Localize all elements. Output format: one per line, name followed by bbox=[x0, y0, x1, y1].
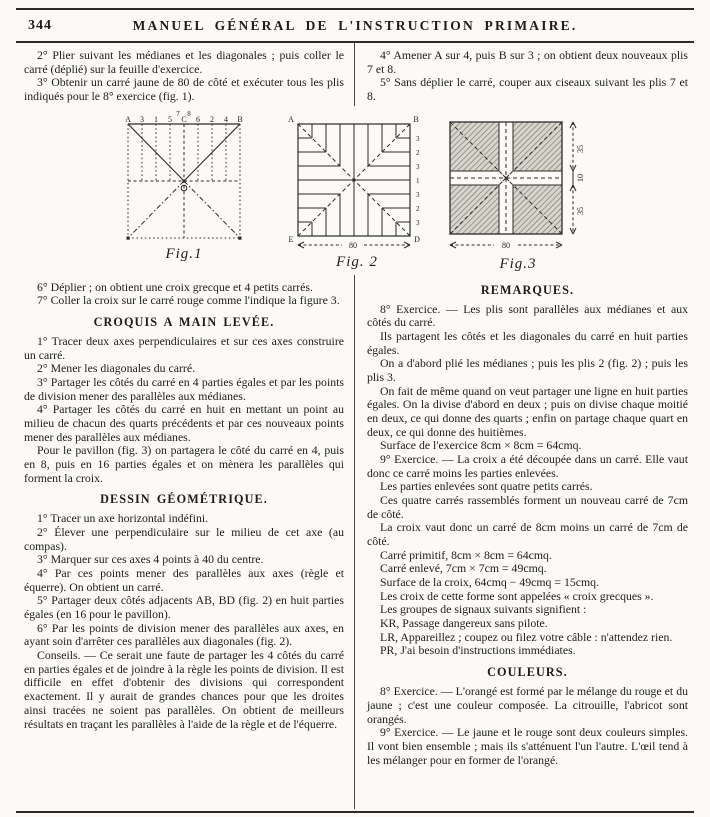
paragraph: Pour le pavillon (fig. 3) on partagera le côté du carré en 4, puis en 8, puis en 16 parties égales et on mènera les parallèles qui forment la croix. bbox=[24, 443, 344, 485]
fig2-caption: Fig. 2 bbox=[336, 253, 378, 270]
fig3-side-label-35-top: 35 bbox=[576, 144, 585, 153]
paragraph: On fait de même quand on veut partager une ligne en huit parties égales. On la divise d'abord en deux ; puis on divise chaque moitié en deux, ce qui donne des quarts ; enfin on partage chaque quart en deux, ce qui donne des huitièmes. bbox=[367, 383, 688, 439]
paragraph: 3° Partager les côtés du carré en 4 parties égales et par les points de division mener des parallèles aux médianes. bbox=[24, 375, 344, 403]
fig1-label-1: 1 bbox=[154, 114, 158, 124]
main-left-column bbox=[16, 275, 355, 809]
fig3-side-label-10: 10 bbox=[576, 173, 585, 182]
paragraph: Les parties enlevées sont quatre petits carrés. bbox=[380, 479, 593, 494]
main-right-column bbox=[355, 275, 694, 809]
paragraph: 6° Par les points de division mener des parallèles aux axes, en ayant soin d'arrêter ces parallèles aux diagonales (fig. 2). bbox=[24, 620, 344, 649]
fig2-tick: 3 bbox=[416, 190, 420, 199]
fig1-diagram bbox=[118, 110, 250, 244]
figure-2 bbox=[284, 112, 430, 271]
paragraph: 4° Amener A sur 4, puis B sur 3 ; on obtient deux nouveaux plis 7 et 8. bbox=[367, 48, 688, 76]
figure-1 bbox=[118, 110, 250, 263]
paragraph: 8° Exercice. — Les plis sont parallèles aux médianes et aux côtés du carré. bbox=[367, 301, 688, 330]
paragraph: 1° Tracer deux axes perpendiculaires et sur ces axes construire un carré. bbox=[24, 334, 344, 362]
section-heading-couleurs: COULEURS. bbox=[487, 665, 568, 680]
paragraph: Surface de la croix, 64cmq − 49cmq = 15cmq. bbox=[380, 575, 600, 590]
paragraph: 5° Partager deux côtés adjacents AB, BD (fig. 2) en huit parties égales (en 16 pour le pavillon). bbox=[24, 593, 344, 622]
main-columns bbox=[16, 275, 694, 809]
paragraph: 2° Plier suivant les médianes et les diagonales ; puis coller le carré (déplié) sur la feuille d'exercice. bbox=[24, 48, 344, 76]
paragraph: La croix vaut donc un carré de 8cm moins un carré de 7cm de côté. bbox=[367, 520, 688, 549]
intro-right-column bbox=[355, 43, 694, 106]
paragraph: 6° Déplier ; on obtient une croix grecque et 4 petits carrés. bbox=[37, 279, 313, 294]
paragraph: On a d'abord plié les médianes ; puis les plis 2 (fig. 2) ; puis les plis 3. bbox=[367, 356, 688, 385]
paragraph: 4° Par ces points mener des parallèles aux axes (règle et équerre). On obtient un carré. bbox=[24, 566, 344, 594]
journal-title: MANUEL GÉNÉRAL DE L'INSTRUCTION PRIMAIRE. bbox=[132, 18, 578, 33]
fig2-label-E: E bbox=[288, 234, 294, 244]
fig3-diagram bbox=[442, 112, 594, 254]
paragraph: Ils partagent les côtés et les diagonales du carré en huit parties égales. bbox=[367, 329, 688, 357]
paragraph: PR, J'ai besoin d'instructions immédiates. bbox=[380, 643, 576, 658]
paragraph: 1° Tracer un axe horizontal indéfini. bbox=[37, 511, 209, 526]
fig2-label-B: B bbox=[413, 114, 419, 124]
fig2-label-D: D bbox=[414, 234, 420, 244]
page-header bbox=[16, 8, 694, 43]
fig2-tick: 1 bbox=[416, 176, 420, 185]
fig1-caption: Fig.1 bbox=[165, 245, 203, 262]
paragraph: LR, Appareillez ; coupez ou filez votre câble : n'attendez rien. bbox=[380, 629, 673, 644]
fig1-label-5: 5 bbox=[168, 114, 172, 124]
paragraph: 3° Obtenir un carré jaune de 80 de côté et exécuter tous les plis indiqués pour le 8° exercice (fig. 1). bbox=[24, 75, 344, 104]
paragraph: Conseils. — Ce serait une faute de partager les 4 côtés du carré en parties égales et de joindre à la règle les points de division. Il est difficile en effet d'obtenir des divisions qui correspondent exactement. Il y aurait de grandes chances pour que les droites ainsi tracées ne soient pas parallèles. On obtient de meilleurs résultats en traçant les parallèles à l'aide de la règle et de l'équerre. bbox=[24, 648, 344, 731]
paragraph: 4° Partager les côtés du carré en huit en mettant un point au milieu de chacun des quarts précédents et par ces nouveaux points mener des parallèles aux médianes. bbox=[24, 402, 344, 444]
paragraph: 9° Exercice. — La croix a été découpée dans un carré. Elle vaut donc ce carré moins les parties enlevées. bbox=[367, 452, 688, 480]
fig2-width-label: 80 bbox=[349, 240, 357, 250]
section-heading-remarques: REMARQUES. bbox=[480, 282, 575, 297]
fig2-diagram bbox=[284, 112, 430, 252]
paragraph: Les groupes de signaux suivants signifient : bbox=[380, 602, 587, 617]
fig1-label-C: C bbox=[181, 114, 187, 124]
fig1-label-7: 7 bbox=[176, 109, 180, 118]
paragraph: 9° Exercice. — Le jaune et le rouge sont deux couleurs simples. Il vont bien ensemble ; mais ils s'atténuent l'un l'autre. L'œil tend à les mélanger pour en former de l'orangé. bbox=[367, 725, 688, 767]
intro-columns bbox=[16, 43, 694, 106]
paragraph: Les croix de cette forme sont appelées « croix grecques ». bbox=[380, 588, 654, 603]
section-heading-dessin: DESSIN GÉOMÉTRIQUE. bbox=[100, 492, 268, 507]
bottom-rule bbox=[16, 811, 694, 813]
fig1-label-2: 2 bbox=[210, 114, 214, 124]
figures-band bbox=[16, 106, 694, 275]
fig2-tick: 3 bbox=[416, 134, 420, 143]
paragraph: Ces quatre carrés rassemblés forment un nouveau carré de 7cm de côté. bbox=[367, 493, 688, 521]
page-number: 344 bbox=[28, 18, 52, 33]
fig2-tick: 3 bbox=[416, 162, 420, 171]
fig2-tick: 2 bbox=[416, 148, 420, 157]
fig2-tick: 2 bbox=[416, 204, 420, 213]
intro-left-column bbox=[16, 43, 355, 106]
fig1-label-4: 4 bbox=[224, 114, 228, 124]
fig1-label-3: 3 bbox=[140, 114, 144, 124]
paragraph: 8° Exercice. — L'orangé est formé par le mélange du rouge et du jaune ; c'est une couleur composée. La citrouille, l'abricot sont orangés. bbox=[367, 684, 688, 726]
fig1-label-B: B bbox=[237, 114, 243, 124]
figure-3 bbox=[442, 112, 594, 273]
fig3-width-label: 80 bbox=[502, 240, 510, 250]
section-heading-croquis: CROQUIS A MAIN LEVÉE. bbox=[93, 315, 275, 330]
paragraph: 3° Marquer sur ces axes 4 points à 40 du centre. bbox=[37, 552, 264, 567]
fig3-caption: Fig.3 bbox=[499, 255, 537, 272]
paragraph: 2° Élever une perpendiculaire sur le milieu de cet axe (au compas). bbox=[24, 525, 344, 553]
fig1-label-8: 8 bbox=[187, 109, 191, 118]
fig1-label-6: 6 bbox=[196, 114, 200, 124]
fig2-label-A: A bbox=[288, 114, 294, 124]
paragraph: 5° Sans déplier le carré, couper aux ciseaux suivant les plis 7 et 8. bbox=[367, 75, 688, 104]
fig1-label-A: A bbox=[125, 114, 131, 124]
paragraph: Surface de l'exercice 8cm × 8cm = 64cmq. bbox=[380, 438, 582, 453]
paragraph: 2° Mener les diagonales du carré. bbox=[37, 361, 196, 376]
paragraph: Carré primitif, 8cm × 8cm = 64cmq. bbox=[380, 547, 552, 562]
fig2-tick: 3 bbox=[416, 218, 420, 227]
paragraph: 7° Coller la croix sur le carré rouge comme l'indique la figure 3. bbox=[37, 293, 340, 308]
fig3-side-label-35-bottom: 35 bbox=[576, 206, 585, 215]
paragraph: KR, Passage dangereux sans pilote. bbox=[380, 616, 548, 631]
paragraph: Carré enlevé, 7cm × 7cm = 49cmq. bbox=[380, 561, 547, 576]
